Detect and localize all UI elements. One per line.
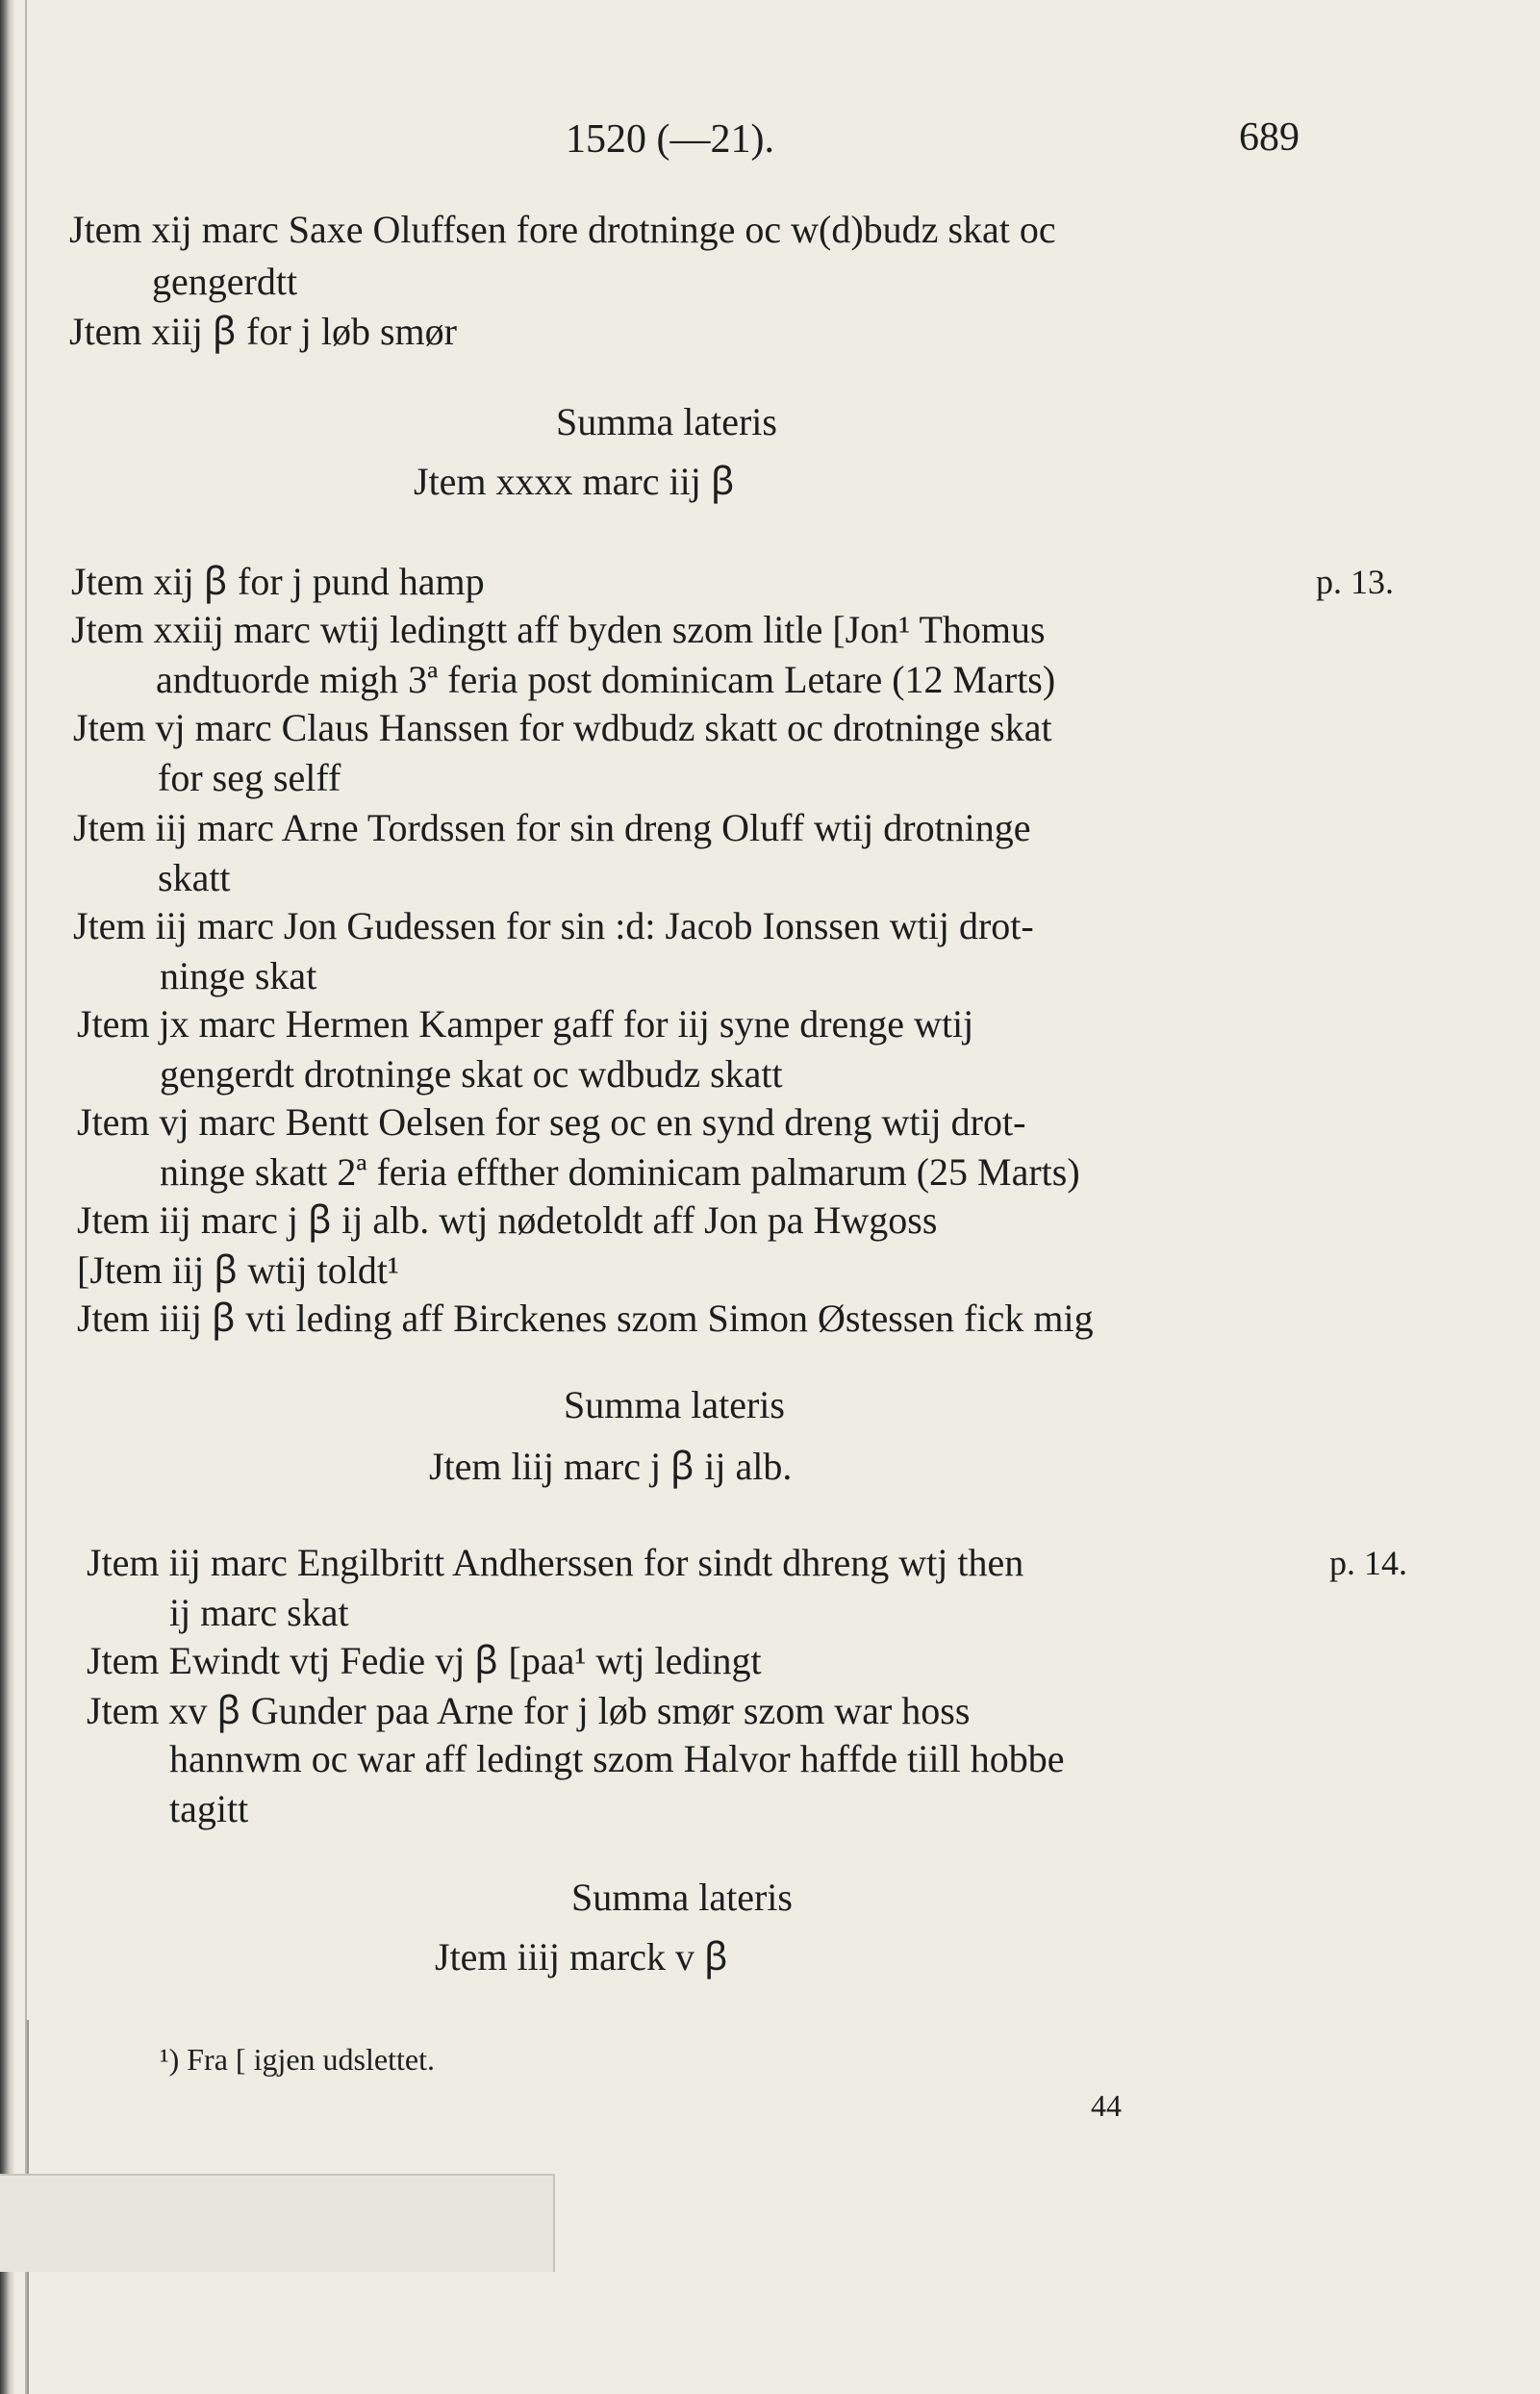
entry-line: Jtem vj marc Claus Hanssen for wdbudz skatt oc drotninge skat — [73, 706, 1052, 749]
summa-lateris-total: Jtem xxxx marc iij ꞵ — [414, 460, 736, 503]
entry-line: ninge skat — [160, 954, 317, 997]
entry-line: for seg selff — [158, 756, 341, 799]
entry-line: gengerdt drotninge skat oc wdbudz skatt — [160, 1052, 783, 1096]
footnote-text: Fra [ igjen udslettet. — [187, 2042, 435, 2077]
entry-line: Jtem xij ꞵ for j pund hamp — [71, 560, 485, 603]
entry-line: andtuorde migh 3ª feria post dominicam Letare (12 Marts) — [156, 658, 1056, 701]
entry-line: tagitt — [169, 1787, 249, 1830]
summa-lateris-heading: Summa lateris — [564, 1383, 785, 1426]
summa-lateris-heading: Summa lateris — [556, 400, 777, 443]
entry-line: Jtem iij marc j ꞵ ij alb. wtj nødetoldt aff Jon pa Hwgoss — [77, 1198, 938, 1242]
footnote-mark: ¹) — [160, 2042, 180, 2077]
entry-line: Jtem xij marc Saxe Oluffsen fore drotninge oc w(d)budz skat oc — [69, 208, 1056, 251]
entry-line: [Jtem iij ꞵ wtij toldt¹ — [77, 1248, 400, 1292]
entry-line: Jtem iij marc Engilbritt Andherssen for sindt dhreng wtj then — [87, 1541, 1024, 1584]
running-head-year: 1520 (—21). — [566, 117, 774, 162]
entry-line: skatt — [158, 856, 231, 899]
summa-lateris-total: Jtem liij marc j ꞵ ij alb. — [429, 1445, 793, 1488]
entry-line: Jtem iij marc Jon Gudessen for sin :d: Jacob Ionssen wtij drot- — [73, 904, 1034, 947]
signature-mark: 44 — [1091, 2088, 1122, 2123]
entry-line: Jtem xxiij marc wtij ledingtt aff byden szom litle [Jon¹ Thomus — [71, 608, 1046, 651]
margin-page-ref: p. 13. — [1316, 563, 1394, 601]
entry-line: Jtem iiij ꞵ vti leding aff Birckenes szom Simon Østessen fick mig — [77, 1297, 1094, 1340]
summa-lateris-total: Jtem iiij marck v ꞵ — [435, 1935, 729, 1978]
entry-line: Jtem iij marc Arne Tordssen for sin dreng Oluff wtij drotninge — [73, 806, 1031, 849]
entry-line: Jtem xv ꞵ Gunder paa Arne for j løb smør szom war hoss — [87, 1689, 971, 1732]
page-number: 689 — [1239, 115, 1300, 160]
entry-line: Jtem jx marc Hermen Kamper gaff for iij syne drenge wtij — [77, 1002, 974, 1046]
entry-line: Jtem vj marc Bentt Oelsen for seg oc en synd dreng wtij drot- — [77, 1100, 1026, 1144]
entry-line: hannwm oc war aff ledingt szom Halvor haffde tiill hobbe — [169, 1737, 1065, 1780]
entry-line: Jtem xiij ꞵ for j løb smør — [69, 310, 457, 353]
footnote — [160, 2035, 435, 2083]
entry-line: gengerdtt — [152, 260, 298, 303]
entry-line: ij marc skat — [169, 1591, 349, 1634]
summa-lateris-heading: Summa lateris — [571, 1876, 793, 1919]
entry-line: Jtem Ewindt vtj Fedie vj ꞵ [paa¹ wtj ledingt — [87, 1639, 762, 1682]
entry-line: ninge skatt 2ª feria effther dominicam palmarum (25 Marts) — [160, 1150, 1080, 1194]
margin-page-ref: p. 14. — [1329, 1544, 1407, 1582]
